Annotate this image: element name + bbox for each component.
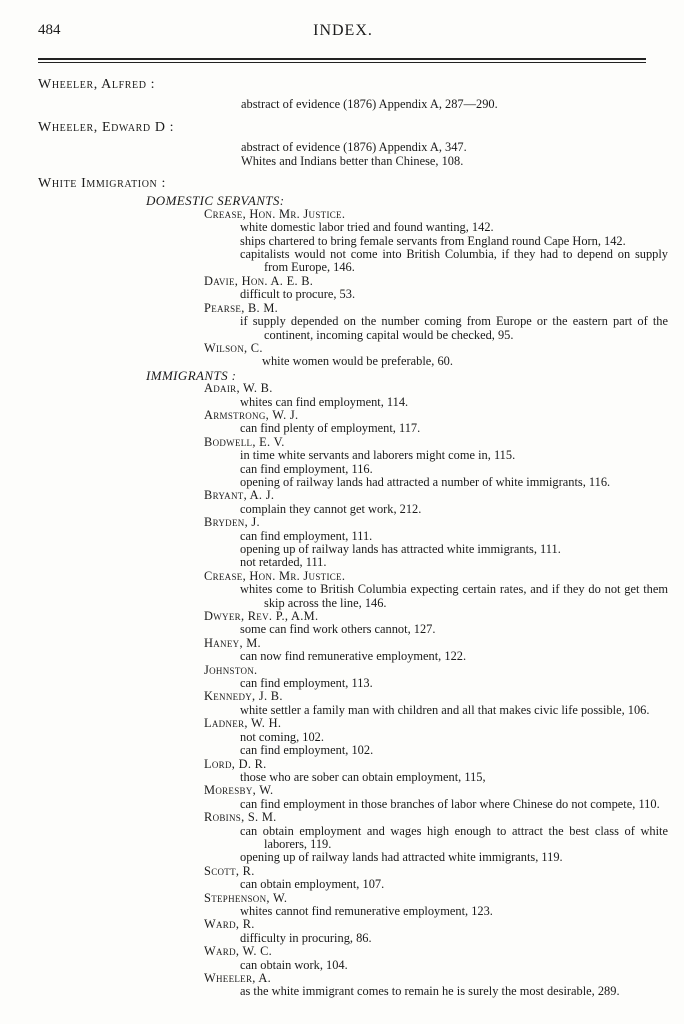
index-heading: White Immigration : [38,176,166,192]
witness-name: Kennedy, J. B. [204,689,283,704]
statement: capitalists would not come into British Columbia, if they had to depend on supply from Europe, 146. [240,247,668,275]
statement: difficulty in procuring, 86. [240,930,372,945]
witness-name: Stephenson, W. [204,890,288,905]
witness-name: Johnston. [204,662,258,677]
witness-name: Crease, Hon. Mr. Justice. [204,206,346,221]
statement: in time white servants and laborers might come in, 115. [240,448,516,463]
witness-name: Bryden, J. [204,515,260,530]
witness-name: Scott, R. [204,863,255,878]
statement: if supply depended on the number coming from Europe or the eastern part of the continent, incoming capital would be checked, 95. [240,314,668,342]
statement: ships chartered to bring female servants from England round Cape Horn, 142. [240,233,626,248]
witness-name: Ladner, W. H. [204,716,282,731]
index-line: abstract of evidence (1876) Appendix A, 347. [241,140,467,155]
statement: white domestic labor tried and found wanting, 142. [240,220,494,235]
statement: opening of railway lands had attracted a number of white immigrants, 116. [240,474,611,489]
witness-name: Moresby, W. [204,783,274,798]
witness-name: Bodwell, E. V. [204,434,285,449]
statement: whites come to British Columbia expecting certain rates, and if they do not get them skip across the line, 146. [240,582,668,610]
statement: not coming, 102. [240,729,324,744]
statement: can obtain work, 104. [240,957,348,972]
witness-name: Davie, Hon. A. E. B. [204,273,314,288]
page-title: INDEX. [313,22,373,39]
page-number: 484 [38,22,61,38]
page-header [38,22,648,44]
statement: some can find work others cannot, 127. [240,622,436,637]
statement: can find employment, 102. [240,743,374,758]
statement: as the white immigrant comes to remain he is surely the most desirable, 289. [240,984,620,999]
header-rule-thin [38,62,646,63]
statement: can find employment in those branches of labor where Chinese do not compete, 110. [240,796,660,811]
index-heading: Wheeler, Edward D : [38,119,175,135]
witness-name: Bryant, A. J. [204,488,275,503]
statement: whites can find employment, 114. [240,394,409,409]
subheading: IMMIGRANTS : [146,367,237,383]
statement: can find plenty of employment, 117. [240,421,421,436]
witness-name: Lord, D. R. [204,756,267,771]
statement: can find employment, 113. [240,676,373,691]
witness-name: Haney, M. [204,635,261,650]
statement: can find employment, 111. [240,528,373,543]
index-line: Whites and Indians better than Chinese, 108. [241,153,464,168]
statement: white settler a family man with children and all that makes civic life possible, 106. [240,702,650,717]
statement: not retarded, 111. [240,555,327,570]
witness-name: Wilson, C. [204,340,263,355]
statement: can obtain employment and wages high enough to attract the best class of white laborers, 119. [240,823,668,851]
witness-name: Wheeler, A. [204,971,272,985]
witness-name: Crease, Hon. Mr. Justice. [204,568,346,583]
witness-name: Robins, S. M. [204,810,277,825]
statement: opening up of railway lands had attracted white immigrants, 119. [240,850,563,865]
witness-name: Ward, R. [204,917,255,932]
statement: those who are sober can obtain employment, 115, [240,769,486,784]
witness-name: Ward, W. C. [204,944,273,959]
subheading: DOMESTIC SERVANTS: [146,193,285,209]
witness-name: Armstrong, W. J. [204,407,299,422]
witness-name: Dwyer, Rev. P., A.M. [204,609,319,624]
witness-name: Pearse, B. M. [204,300,279,315]
index-heading: Wheeler, Alfred : [38,77,156,92]
statement: complain they cannot get work, 212. [240,501,422,516]
statement: opening up of railway lands has attracted white immigrants, 111. [240,542,561,556]
statement: can find employment, 116. [240,461,373,476]
statement: can now find remunerative employment, 122. [240,649,467,664]
statement: white women would be preferable, 60. [262,354,453,369]
index-line: abstract of evidence (1876) Appendix A, 287—290. [241,97,498,112]
statement: can obtain employment, 107. [240,877,385,892]
header-rule-thick [38,58,646,60]
statement: difficult to procure, 53. [240,287,356,302]
statement: whites cannot find remunerative employment, 123. [240,903,493,918]
index-body [0,78,684,999]
witness-name: Adair, W. B. [204,381,273,396]
